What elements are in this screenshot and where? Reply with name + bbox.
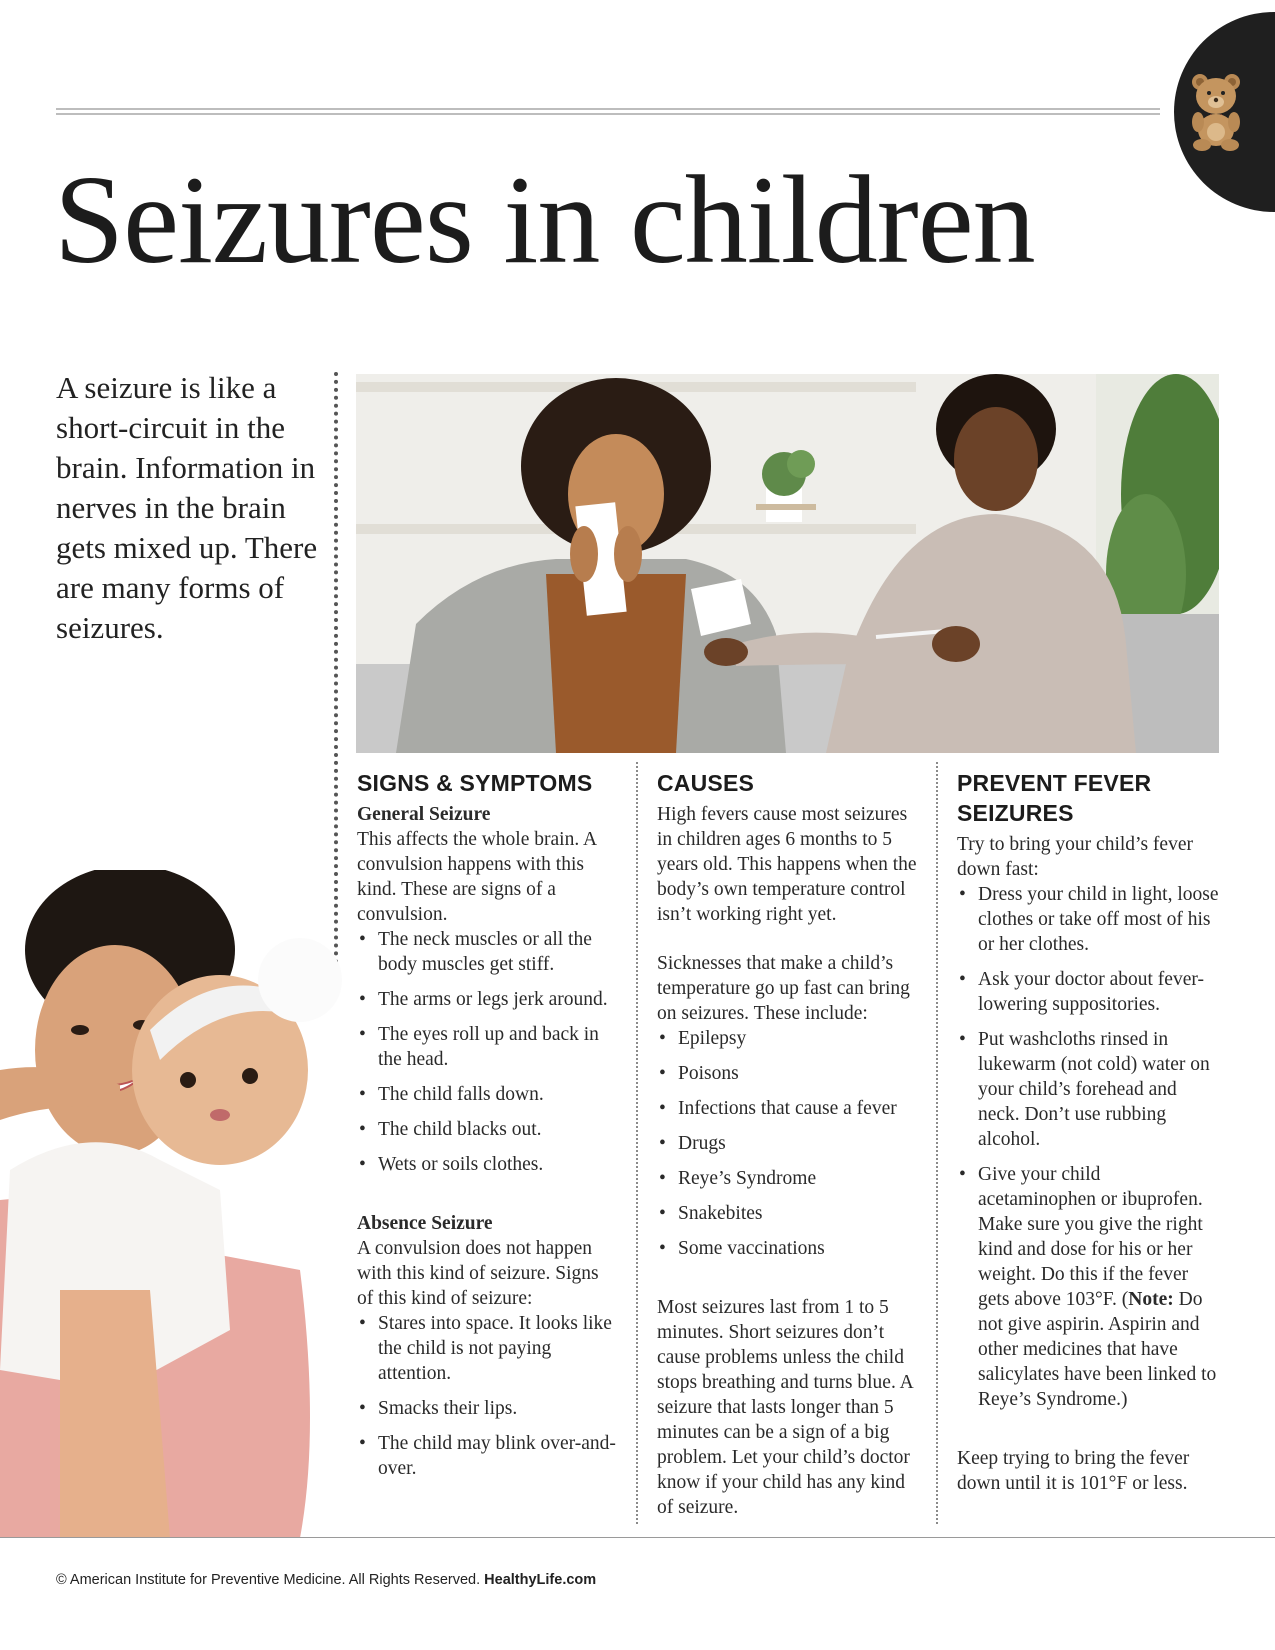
list-item: • The eyes roll up and back in the head. (357, 1022, 619, 1072)
prevent-list (957, 882, 1219, 1412)
footer-rule (0, 1537, 1275, 1538)
causes-paragraph-3: Most seizures last from 1 to 5 minutes. Short seizures don’t cause problems unless the child stops breathing and turns blue. A seizure that lasts longer than 5 minutes can be a sign of a big problem. Let your child’s doctor know if your child has any kind of seizure. (657, 1297, 913, 1518)
list-item: • The child falls down. (357, 1082, 619, 1107)
list-item: • The neck muscles or all the body muscles get stiff. (357, 927, 619, 977)
absence-signs-list (357, 1311, 619, 1481)
list-item: • Some vaccinations (657, 1236, 925, 1261)
list-item: • Stares into space. It looks like the child is not paying attention. (357, 1311, 619, 1386)
column-divider (936, 762, 938, 1524)
causes-heading: CAUSES (657, 770, 755, 796)
causes-list (657, 1026, 925, 1261)
prevent-closing: Keep trying to bring the fever down until it is 101°F or less. (957, 1448, 1190, 1494)
page-title: Seizures in children (54, 151, 1035, 290)
list-item: • Smacks their lips. (357, 1396, 619, 1421)
general-seizure-title: General Seizure (357, 804, 491, 825)
list-item: • Reye’s Syndrome (657, 1166, 925, 1191)
copyright-text: © American Institute for Preventive Medicine. All Rights Reserved. (56, 1572, 481, 1588)
list-item: • The child may blink over-and-over. (357, 1431, 619, 1481)
list-item: • Ask your doctor about fever-lowering suppositories. (957, 967, 1219, 1017)
general-seizure-text: This affects the whole brain. A convulsion happens with this kind. These are signs of a convulsion. (357, 829, 596, 925)
prevent-section (957, 768, 1219, 1496)
teddy-bear-icon (1184, 70, 1252, 152)
prevent-heading: PREVENT FEVER SEIZURES (957, 770, 1152, 826)
corner-badge (1174, 12, 1275, 212)
column-divider (636, 762, 638, 1524)
list-item: • The arms or legs jerk around. (357, 987, 619, 1012)
list-item: • Drugs (657, 1131, 925, 1156)
prevent-intro: Try to bring your child’s fever down fast: (957, 834, 1193, 880)
footer (56, 1572, 596, 1588)
list-item: • Poisons (657, 1061, 925, 1086)
list-item: • Snakebites (657, 1201, 925, 1226)
absence-seizure-text: A convulsion does not happen with this kind of seizure. Signs of this kind of seizure: (357, 1238, 599, 1309)
intro-text: A seizure is like a short-circuit in the brain. Information in nerves in the brain gets mixed up. There are many forms of seizures. (56, 370, 318, 645)
list-item: • Put washcloths rinsed in lukewarm (not cold) water on your child’s forehead and neck. Don’t use rubbing alcohol. (957, 1027, 1219, 1152)
list-item: • Wets or soils clothes. (357, 1152, 619, 1177)
list-item: • Epilepsy (657, 1026, 925, 1051)
item-text: Give your child acetaminophen or ibuprofen. Make sure you give the right kind and dose for his or her weight. Do this if the fever gets above 103°F. ( (978, 1164, 1203, 1310)
site-link[interactable]: HealthyLife.com (484, 1572, 597, 1588)
family-photo (0, 870, 360, 1538)
causes-paragraph-1: High fevers cause most seizures in children ages 6 months to 5 years old. This happens when the body’s own temperature control isn’t working right yet. (657, 804, 917, 925)
list-item (957, 1162, 1219, 1412)
list-item: • Dress your child in light, loose clothes or take off most of his or her clothes. (957, 882, 1219, 957)
signs-symptoms-section (357, 768, 619, 1491)
list-item: • The child blacks out. (357, 1117, 619, 1142)
general-signs-list (357, 927, 619, 1177)
hero-photo (356, 374, 1219, 753)
signs-heading: SIGNS & SYMPTOMS (357, 770, 593, 796)
list-item: • Infections that cause a fever (657, 1096, 925, 1121)
causes-paragraph-2: Sicknesses that make a child’s temperature go up fast can bring on seizures. These include: (657, 953, 910, 1024)
header-rule (56, 108, 1160, 115)
absence-seizure-title: Absence Seizure (357, 1213, 493, 1234)
note-label: Note: (1128, 1289, 1174, 1310)
hero-illustration (356, 374, 1219, 753)
family-illustration (0, 870, 360, 1538)
item-text: Do not give aspirin. Aspirin and other medicines that have salicylates have been linked to Reye’s Syndrome.) (978, 1289, 1217, 1410)
causes-section (657, 768, 925, 1520)
